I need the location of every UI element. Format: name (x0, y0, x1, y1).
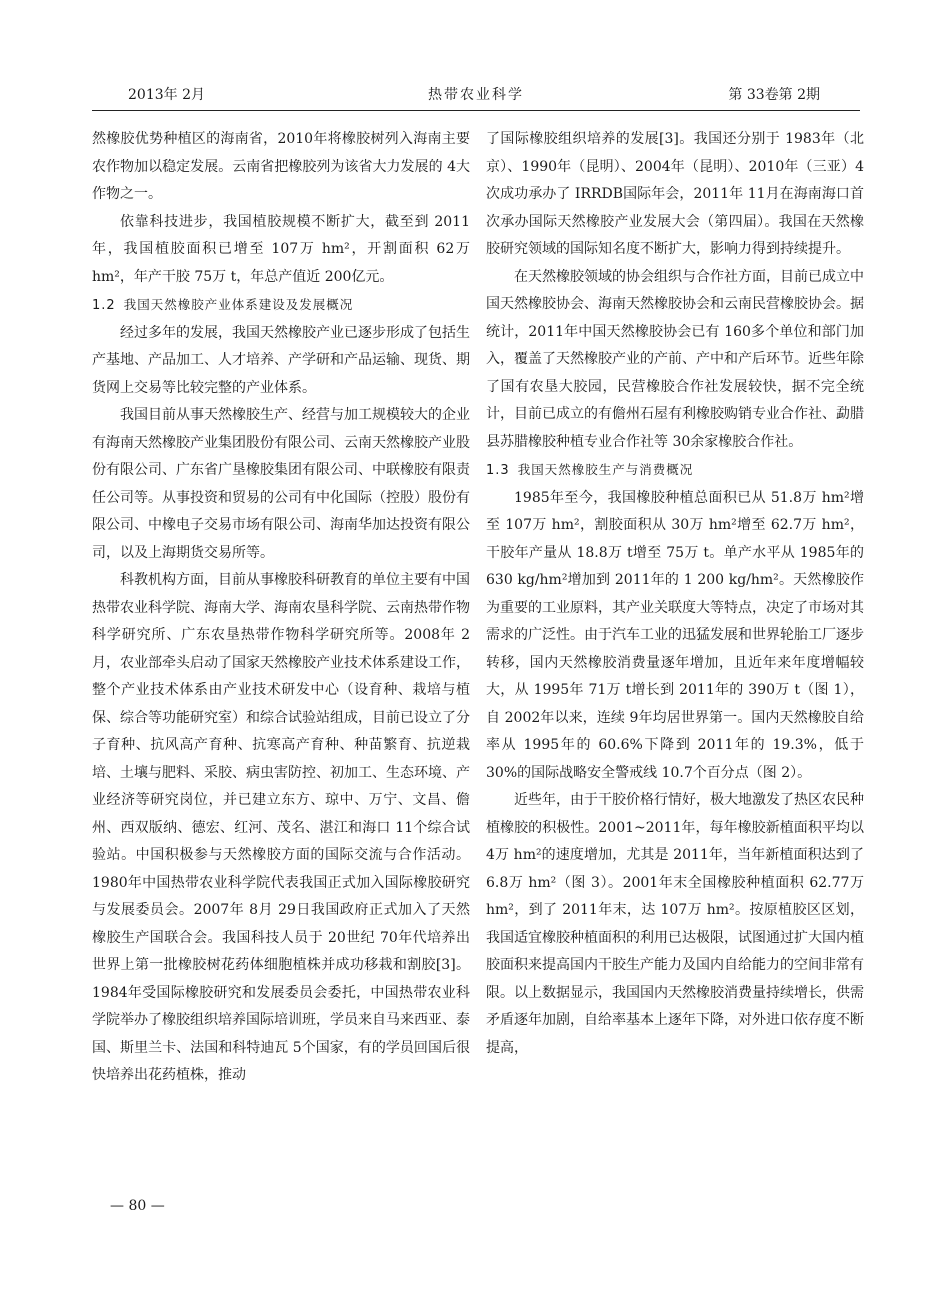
paragraph: 近些年，由于干胶价格行情好，极大地激发了热区农民种植橡胶的积极性。2001~2011年，每年橡胶新植面积平均以 4万 hm²的速度增加，尤其是 2011年，当年新植面积达到了 6.8万 hm²（图 3）。2001年末全国橡胶种植面积 62.77万 hm²，到了 2011年末，达 107万 hm²。按原植胶区区划，我国适宜橡胶种植面积的利用已达极限，试图通过扩大国内植胶面积来提高国内干胶生产能力及国内自给能力的空间非常有限。以上数据显示，我国国内天然橡胶消费量持续增长，供需矛盾逐年加剧，自给率基本上逐年下降，对外进口依存度不断提高， (486, 792, 864, 1056)
page-number: — 80 — (110, 1198, 165, 1214)
paragraph: 依靠科技进步，我国植胶规模不断扩大，截至到 2011年，我国植胶面积已增至 107万 hm²，开割面积 62万 hm²，年产干胶 75万 t，年总产值近 200亿元。 (92, 213, 470, 285)
paragraph: 在天然橡胶领域的协会组织与合作社方面，目前已成立中国天然橡胶协会、海南天然橡胶协会和云南民营橡胶协会。据统计，2011年中国天然橡胶协会已有 160多个单位和部门加入，覆盖了天然橡胶产业的产前、产中和产后环节。近些年除了国有农垦大胶园，民营橡胶合作社发展较快，据不完全统计，目前已成立的有儋州石屋有利橡胶购销专业合作社、勐腊县苏腊橡胶种植专业合作社等 30余家橡胶合作社。 (486, 268, 864, 450)
header-rule (92, 110, 860, 111)
section-title: 我国天然橡胶生产与消费概况 (517, 462, 694, 477)
running-header (92, 84, 860, 108)
paragraph: 科教机构方面，目前从事橡胶科研教育的单位主要有中国热带农业科学院、海南大学、海南农垦科学院、云南热带作物科学研究所、广东农垦热带作物科学研究所等。2008年 2月，农业部牵头启动了国家天然橡胶产业技术体系建设工作，整个产业技术体系由产业技术研发中心（设育种、栽培与植保、综合等功能研究室）和综合试验站组成，目前已设立了分子育种、抗风高产育种、抗寒高产育种、种苗繁育、抗逆栽培、土壤与肥料、采胶、病虫害防控、初加工、生态环境、产业经济等研究岗位，并已建立东方、琼中、万宁、文昌、儋州、西双版纳、德宏、红河、茂名、湛江和海口 11个综合试验站。中国积极参与天然橡胶方面的国际交流与合作活动。1980年中国热带农业科学院代表我国正式加入国际橡胶研究与发展委员会。2007年 8月 29日我国政府正式加入了天然橡胶生产国联合会。我国科技人员于 20世纪 70年代培养出世界上第一批橡胶树花药体细胞植株并成功移栽和割胶[3]。1984年受国际橡胶研究和发展委员会委托，中国热带农业科学院举办了橡胶组织培养国际培训班，学员来自马来西亚、泰国、斯里兰卡、法国和科特迪瓦 5个国家，有的学员回国后很快培养出花药植株，推动 (92, 572, 470, 1083)
paragraph: 经过多年的发展，我国天然橡胶产业已逐步形成了包括生产基地、产品加工、人才培养、产学研和产品运输、现货、期货网上交易等比较完整的产业体系。 (92, 324, 470, 396)
header-journal-title: 热带农业科学 (428, 87, 524, 103)
paragraph: 我国目前从事天然橡胶生产、经营与加工规模较大的企业有海南天然橡胶产业集团股份有限公司、云南天然橡胶产业股份有限公司、广东省广垦橡胶集团有限公司、中联橡胶有限责任公司等。从事投资和贸易的公司有中化国际（控股）股份有限公司、中橡电子交易市场有限公司、海南华加达投资有限公司，以及上海期货交易所等。 (92, 407, 470, 561)
header-date: 2013年 2月 (128, 87, 205, 103)
section-title: 我国天然橡胶产业体系建设及发展概况 (123, 297, 354, 312)
right-column (486, 126, 864, 1062)
header-volume-issue: 第 33卷第 2期 (728, 87, 820, 103)
section-number: 1.2 (92, 298, 116, 313)
paragraph: 然橡胶优势种植区的海南省，2010年将橡胶树列入海南主要农作物加以稳定发展。云南省把橡胶列为该省大力发展的 4大作物之一。 (92, 131, 470, 202)
section-heading-1-3 (486, 456, 864, 485)
paragraph: 1985年至今，我国橡胶种植总面积已从 51.8万 hm²增至 107万 hm²，割胶面积从 30万 hm²增至 62.7万 hm²，干胶年产量从 18.8万 t增至 75万 t。单产水平从 1985年的 630 kg/hm²增加到 2011年的 1 200 kg/hm²。天然橡胶作为重要的工业原料，其产业关联度大等特点，决定了市场对其需求的广泛性。由于汽车工业的迅猛发展和世界轮胎工厂逐步转移，国内天然橡胶消费量逐年增加，且近年来年度增幅较大，从 1995年 71万 t增长到 2011年的 390万 t（图 1），自 2002年以来，连续 9年均居世界第一。国内天然橡胶自给率从 1995年的 60.6%下降到 2011年的 19.3%，低于 30%的国际战略安全警戒线 10.7个百分点（图 2）。 (486, 489, 864, 781)
left-column (92, 126, 470, 1090)
paragraph: 了国际橡胶组织培养的发展[3]。我国还分别于 1983年（北京）、1990年（昆明）、2004年（昆明）、2010年（三亚）4次成功承办了 IRRDB国际年会，2011年 11月在海南海口首次承办国际天然橡胶产业发展大会（第四届）。我国在天然橡胶研究领域的国际知名度不断扩大，影响力得到持续提升。 (486, 131, 864, 257)
section-heading-1-2 (92, 291, 470, 320)
section-number: 1.3 (486, 463, 510, 478)
